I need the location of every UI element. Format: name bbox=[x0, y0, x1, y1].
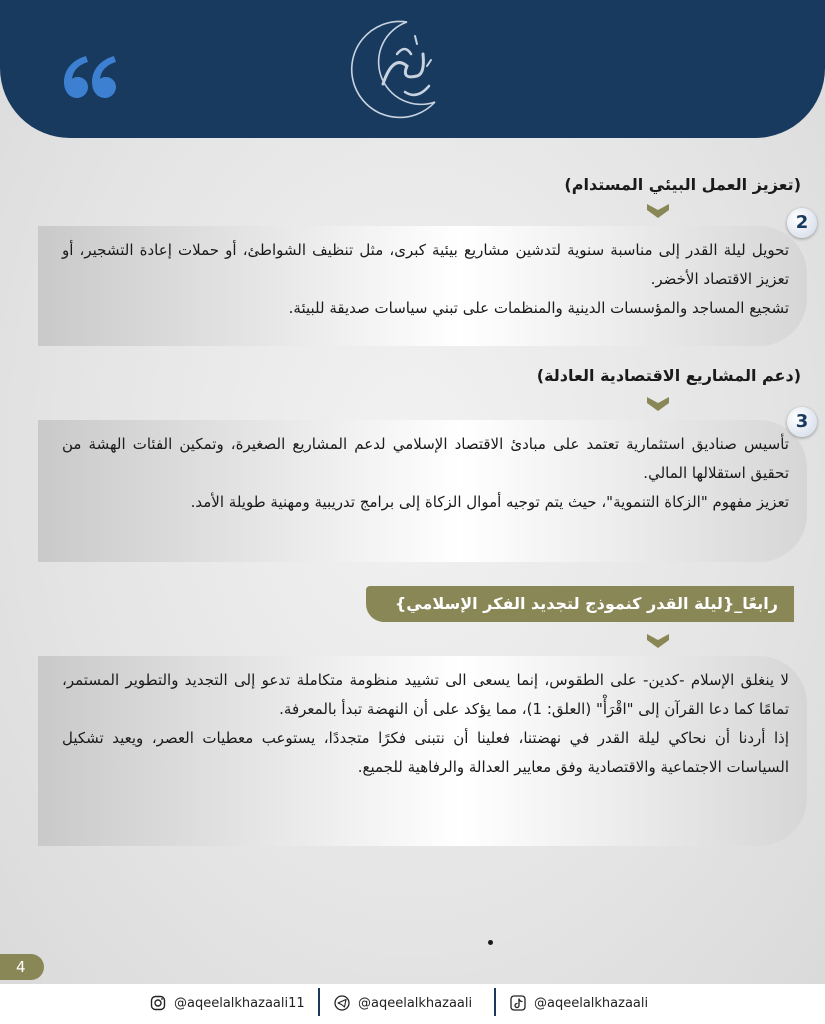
page-number: 4 bbox=[0, 954, 44, 980]
chevron-down-icon bbox=[647, 204, 669, 218]
environment-card bbox=[38, 226, 807, 346]
chevron-down-icon bbox=[647, 397, 669, 411]
economy-paragraph: تعزيز مفهوم "الزكاة التنموية"، حيث يتم توجيه أموال الزكاة إلى برامج تدريبية ومهنية طويلة الأمد. bbox=[190, 493, 789, 511]
instagram-icon bbox=[150, 995, 166, 1011]
quote-icon bbox=[62, 52, 116, 100]
divider bbox=[318, 988, 320, 1016]
renewal-paragraph: إذا أردنا أن نحاكي ليلة القدر في نهضتنا، فعلينا أن نتبنى فكرًا متجددًا، يستوعب معطيات العصر، ويعيد تشكيل السياسات الاجتماعية والاقتصادية وفق معايير العدالة والرفاهية للجميع. bbox=[62, 729, 789, 776]
section-title-economy: (دعم المشاريع الاقتصادية العادلة) bbox=[536, 366, 801, 385]
footer bbox=[0, 984, 825, 1024]
economy-paragraph: تأسيس صناديق استثمارية تعتمد على مبادئ الاقتصاد الإسلامي لدعم المشاريع الصغيرة، وتمكين الفئات الهشة من تحقيق استقلالها المالي. bbox=[62, 435, 789, 482]
tiktok-link[interactable] bbox=[510, 993, 648, 1013]
instagram-link[interactable] bbox=[150, 993, 305, 1013]
crescent-calligraphy-logo bbox=[345, 14, 445, 124]
renewal-card bbox=[38, 656, 807, 846]
section-banner: رابعًا_{ليلة القدر كنموذج لتجديد الفكر الإسلامي} bbox=[366, 586, 794, 622]
number-badge: 3 bbox=[787, 407, 817, 437]
divider bbox=[494, 988, 496, 1016]
tiktok-icon bbox=[510, 995, 526, 1011]
economy-card bbox=[38, 420, 807, 562]
renewal-paragraph: لا ينغلق الإسلام -كدين- على الطقوس، إنما يسعى الى تشييد منظومة متكاملة تدعو إلى التجديد والتطوير المستمر، تمامًا كما دعا القرآن إلى "اقْرَأْ" (العلق: 1)، مما يؤكد على أن النهضة تبدأ بالمعرفة. bbox=[62, 671, 789, 718]
environment-paragraph: تشجيع المساجد والمؤسسات الدينية والمنظمات على تبني سياسات صديقة للبيئة. bbox=[288, 299, 789, 317]
section-title-environment: (تعزيز العمل البيئي المستدام) bbox=[564, 175, 801, 194]
tiktok-handle: @aqeelalkhazaali bbox=[534, 995, 649, 1011]
telegram-link[interactable] bbox=[334, 993, 472, 1013]
telegram-handle: @aqeelalkhazaali bbox=[358, 995, 473, 1011]
number-badge: 2 bbox=[787, 208, 817, 238]
chevron-down-icon bbox=[647, 634, 669, 648]
decorative-dot bbox=[488, 940, 493, 945]
header bbox=[0, 0, 825, 138]
environment-paragraph: تحويل ليلة القدر إلى مناسبة سنوية لتدشين مشاريع بيئية كبرى، مثل تنظيف الشواطئ، أو حملات إعادة التشجير، أو تعزيز الاقتصاد الأخضر. bbox=[62, 241, 789, 288]
telegram-icon bbox=[334, 995, 350, 1011]
instagram-handle: @aqeelalkhazaali11 bbox=[174, 995, 305, 1011]
